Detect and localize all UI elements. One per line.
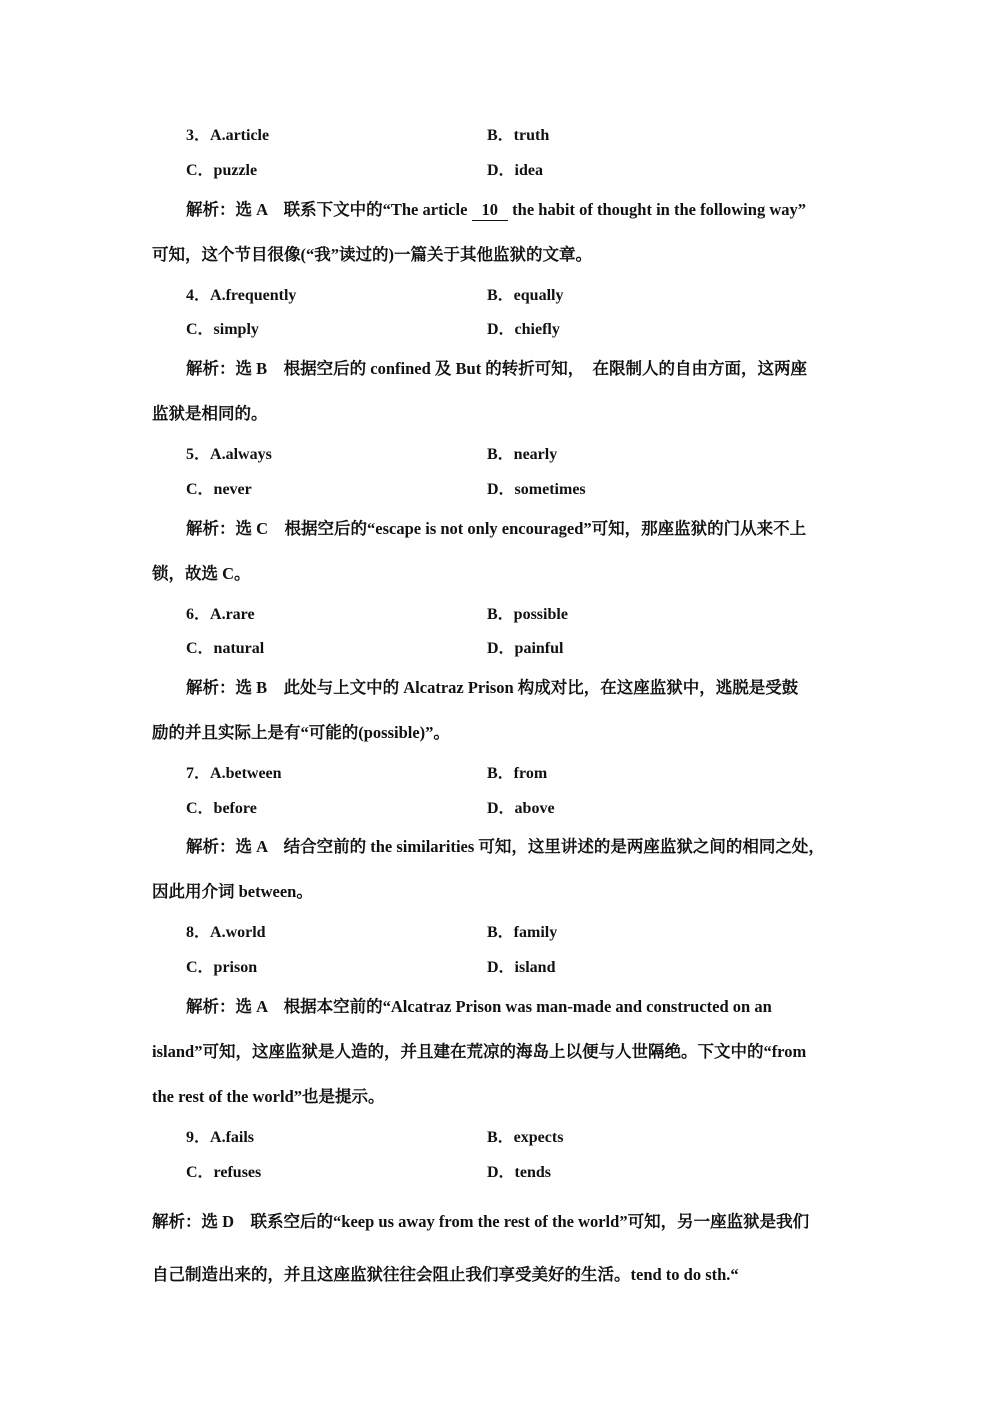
option-b: B．from	[487, 765, 548, 782]
option-d: D．idea	[487, 162, 544, 179]
option-c: C．before	[186, 800, 257, 817]
explanation-line: 解析：选 A 结合空前的 the similarities 可知，这里讲述的是两座监狱之间的相同之处，	[186, 837, 825, 856]
question-6-options-row2	[186, 635, 866, 661]
question-5-options-row2	[186, 476, 866, 502]
question-6-options-row1	[186, 601, 866, 627]
option-a: 3．A.article	[186, 127, 270, 144]
question-9-options-row1	[186, 1124, 866, 1150]
option-b: B．expects	[487, 1129, 564, 1146]
question-3-options-row2	[186, 157, 866, 183]
explanation-line: 因此用介词 between。	[152, 882, 313, 901]
option-c: C．refuses	[186, 1164, 262, 1181]
option-b: B．nearly	[487, 446, 558, 463]
explanation-line: 可知，这个节目很像(“我”读过的)一篇关于其他监狱的文章。	[152, 245, 592, 264]
option-c: C．natural	[186, 640, 265, 657]
option-d: D．painful	[487, 640, 564, 657]
question-4-options-row2	[186, 316, 866, 342]
question-9-options-row2	[186, 1159, 866, 1185]
option-b: B．possible	[487, 606, 568, 623]
question-8-options-row2	[186, 954, 866, 980]
explanation-line: 锁，故选 C。	[152, 564, 251, 583]
option-b: B．truth	[487, 127, 550, 144]
explanation-line: the rest of the world”也是提示。	[152, 1087, 385, 1106]
question-7-options-row2	[186, 795, 866, 821]
explanation-line: 解析：选 C 根据空后的“escape is not only encouraged”可知，那座监狱的门从来不上	[186, 519, 807, 538]
option-d: D．chiefly	[487, 321, 560, 338]
option-c: C．prison	[186, 959, 258, 976]
option-c: C．never	[186, 481, 252, 498]
explanation-line: 解析：选 A 联系下文中的“The article 10 the habit of thought in the following way”	[186, 200, 806, 219]
option-a: 6．A.rare	[186, 606, 255, 623]
explanation-line: 自己制造出来的，并且这座监狱往往会阻止我们享受美好的生活。tend to do sth.“	[152, 1265, 739, 1284]
question-7-options-row1	[186, 760, 866, 786]
option-d: D．island	[487, 959, 556, 976]
explanation-line: 励的并且实际上是有“可能的(possible)”。	[152, 723, 450, 742]
explanation-line: 监狱是相同的。	[152, 404, 268, 423]
question-5-options-row1	[186, 441, 866, 467]
option-d: D．tends	[487, 1164, 552, 1181]
explanation-line: island”可知，这座监狱是人造的，并且建在荒凉的海岛上以便与人世隔绝。下文中的“from	[152, 1042, 807, 1061]
explanation-line: 解析：选 B 根据空后的 confined 及 But 的转折可知， 在限制人的自由方面，这两座	[186, 359, 808, 378]
option-d: D．sometimes	[487, 481, 586, 498]
option-d: D．above	[487, 800, 555, 817]
question-8-options-row1	[186, 919, 866, 945]
option-b: B．equally	[487, 287, 564, 304]
option-b: B．family	[487, 924, 558, 941]
option-a: 5．A.always	[186, 446, 272, 463]
option-c: C．simply	[186, 321, 259, 338]
question-4-options-row1	[186, 282, 866, 308]
option-a: 4．A.frequently	[186, 287, 297, 304]
option-a: 9．A.fails	[186, 1129, 255, 1146]
explanation-line: 解析：选 D 联系空后的“keep us away from the rest of the world”可知，另一座监狱是我们	[152, 1212, 810, 1231]
option-c: C．puzzle	[186, 162, 258, 179]
option-a: 7．A.between	[186, 765, 282, 782]
explanation-line: 解析：选 A 根据本空前的“Alcatraz Prison was man-made and constructed on an	[186, 997, 772, 1016]
question-3-options-row1	[186, 122, 866, 148]
explanation-line: 解析：选 B 此处与上文中的 Alcatraz Prison 构成对比，在这座监狱中，逃脱是受鼓	[186, 678, 799, 697]
option-a: 8．A.world	[186, 924, 266, 941]
answer-blank: 10	[472, 200, 509, 221]
